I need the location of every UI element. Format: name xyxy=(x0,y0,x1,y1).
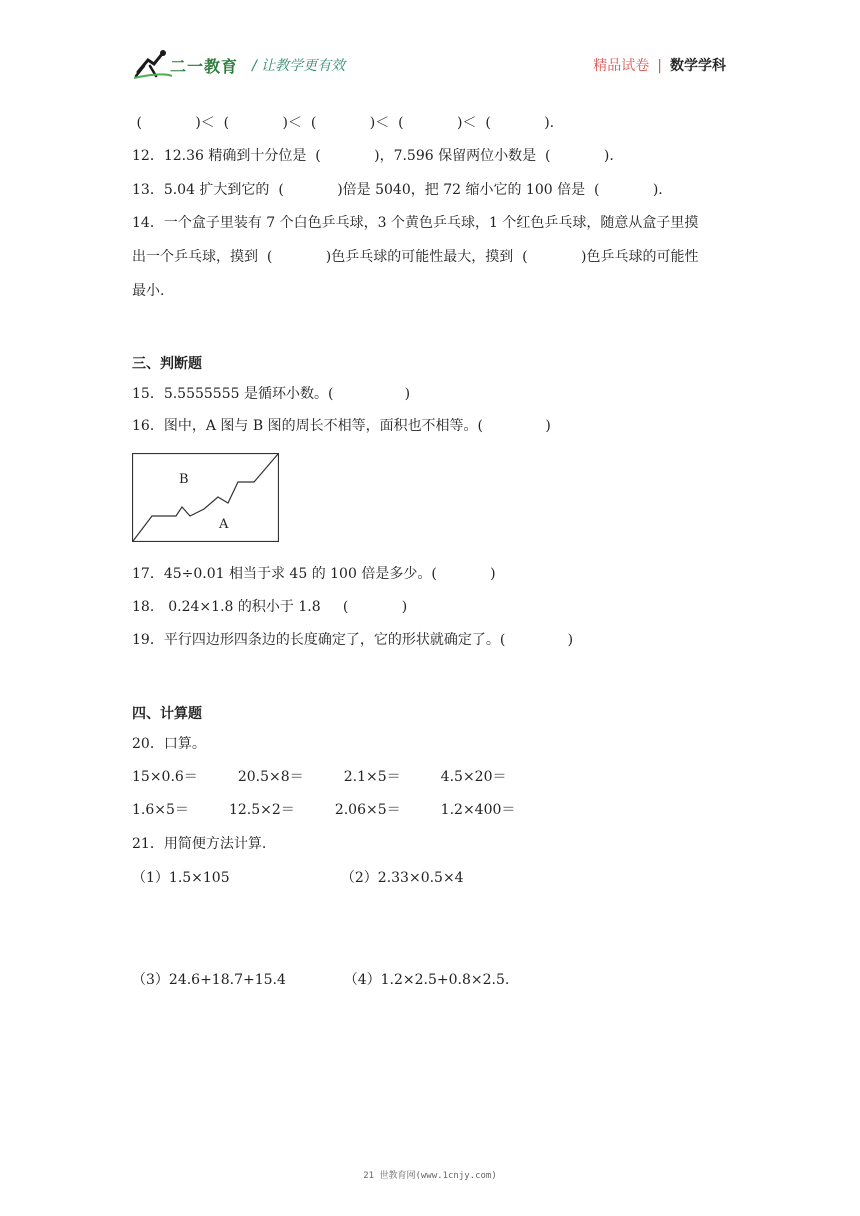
label-a: A xyxy=(219,517,229,532)
page-header xyxy=(132,46,732,82)
section-4-heading: 四、计算题 xyxy=(132,706,202,722)
slogan: / 让教学更有效 xyxy=(252,58,346,74)
question-20: 20．口算。 xyxy=(132,736,206,752)
question-14-line3: 最小. xyxy=(132,283,165,299)
question-19: 19．平行四边形四条边的长度确定了，它的形状就确定了。( ) xyxy=(132,632,574,648)
question-21: 21．用简便方法计算. xyxy=(132,836,267,852)
question-14-line1: 14．一个盒子里装有 7 个白色乒乓球，3 个黄色乒乓球，1 个红色乒乓球，随意从盒子里摸 xyxy=(132,215,699,231)
question-16: 16．图中，A 图与 B 图的周长不相等，面积也不相等。( ) xyxy=(132,418,551,434)
simplify-row-2: （3）24.6+18.7+15.4 （4）1.2×2.5+0.8×2.5. xyxy=(132,972,510,988)
oral-calc-row-1: 15×0.6＝ 20.5×8＝ 2.1×5＝ 4.5×20＝ xyxy=(132,769,507,785)
header-separator: | xyxy=(657,58,662,74)
area-figure xyxy=(132,453,279,542)
exam-label: 精品试卷 xyxy=(593,58,650,74)
question-15: 15．5.5555555 是循环小数。( ) xyxy=(132,386,411,402)
label-b: B xyxy=(179,472,189,487)
question-17: 17．45÷0.01 相当于求 45 的 100 倍是多少。( ) xyxy=(132,566,496,582)
simplify-row-1: （1）1.5×105 （2）2.33×0.5×4 xyxy=(132,870,464,886)
logo-text: 二一教育 xyxy=(170,57,239,76)
footer: 21 世教育网(www.1cnjy.com) xyxy=(363,1171,497,1181)
section-3-heading: 三、判断题 xyxy=(132,356,202,372)
header-right xyxy=(593,55,726,75)
question-14-line2: 出一个乒乓球，摸到 ( )色乒乓球的可能性最大，摸到 ( )色乒乓球的可能性 xyxy=(132,249,699,265)
question-11-tail: ( )＜ ( )＜ ( )＜ ( )＜ ( ). xyxy=(132,115,555,131)
oral-calc-row-2: 1.6×5＝ 12.5×2＝ 2.06×5＝ 1.2×400＝ xyxy=(132,802,516,818)
question-12: 12．12.36 精确到十分位是 ( )，7.596 保留两位小数是 ( ). xyxy=(132,148,614,164)
question-13: 13．5.04 扩大到它的 ( )倍是 5040，把 72 缩小它的 100 倍是 ( ). xyxy=(132,182,663,198)
subject-label: 数学学科 xyxy=(670,58,726,74)
question-18: 18． 0.24×1.8 的积小于 1.8 ( ) xyxy=(132,599,408,615)
